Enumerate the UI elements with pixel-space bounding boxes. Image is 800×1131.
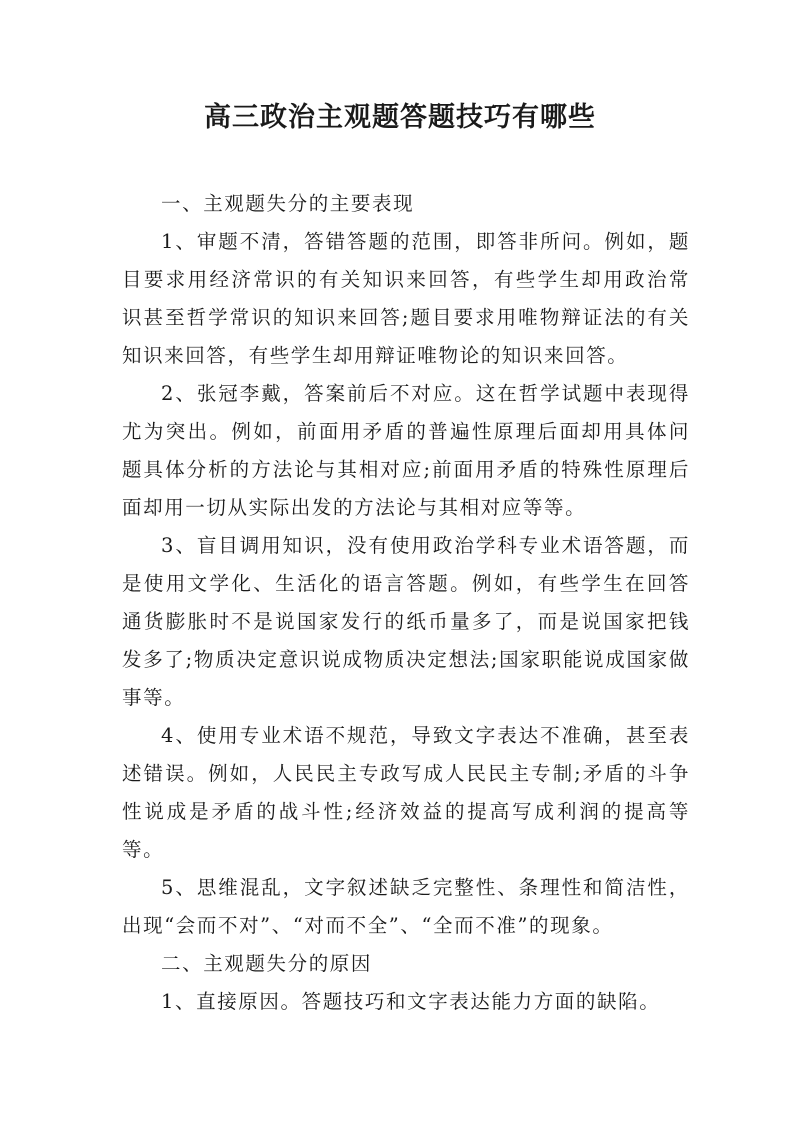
- section-heading-2: 二、主观题失分的原因: [161, 952, 373, 975]
- paragraph-item-2: 2、张冠李戴，答案前后不对应。这在哲学试题中表现得尤为突出。例如，前面用矛盾的普遍性原理后面却用具体问题具体分析的方法论与其相对应;前面用矛盾的特殊性原理后面却用一切从实际出发的方法论与其相对应等等。: [122, 382, 690, 519]
- paragraph-item-5: 5、思维混乱，文字叙述缺乏完整性、条理性和简洁性，出现“会而不对”、“对而不全”、“全而不准”的现象。: [122, 876, 690, 937]
- document-body: [122, 185, 690, 1021]
- paragraph-cause-1: 1、直接原因。答题技巧和文字表达能力方面的缺陷。: [161, 990, 661, 1013]
- paragraph-item-1: 1、审题不清，答错答题的范围，即答非所问。例如，题目要求用经济常识的有关知识来回答，有些学生却用政治常识甚至哲学常识的知识来回答;题目要求用唯物辩证法的有关知识来回答，有些学生却用辩证唯物论的知识来回答。: [122, 230, 690, 367]
- section-heading-1: 一、主观题失分的主要表现: [161, 192, 415, 215]
- paragraph-item-4: 4、使用专业术语不规范，导致文字表达不准确，甚至表述错误。例如，人民民主专政写成人民民主专制;矛盾的斗争性说成是矛盾的战斗性;经济效益的提高写成利润的提高等等。: [122, 724, 690, 861]
- paragraph-item-3: 3、盲目调用知识，没有使用政治学科专业术语答题，而是使用文学化、生活化的语言答题。例如，有些学生在回答通货膨胀时不是说国家发行的纸币量多了，而是说国家把钱发多了;物质决定意识说成物质决定想法;国家职能说成国家做事等。: [122, 534, 690, 709]
- document-title: 高三政治主观题答题技巧有哪些: [204, 102, 596, 133]
